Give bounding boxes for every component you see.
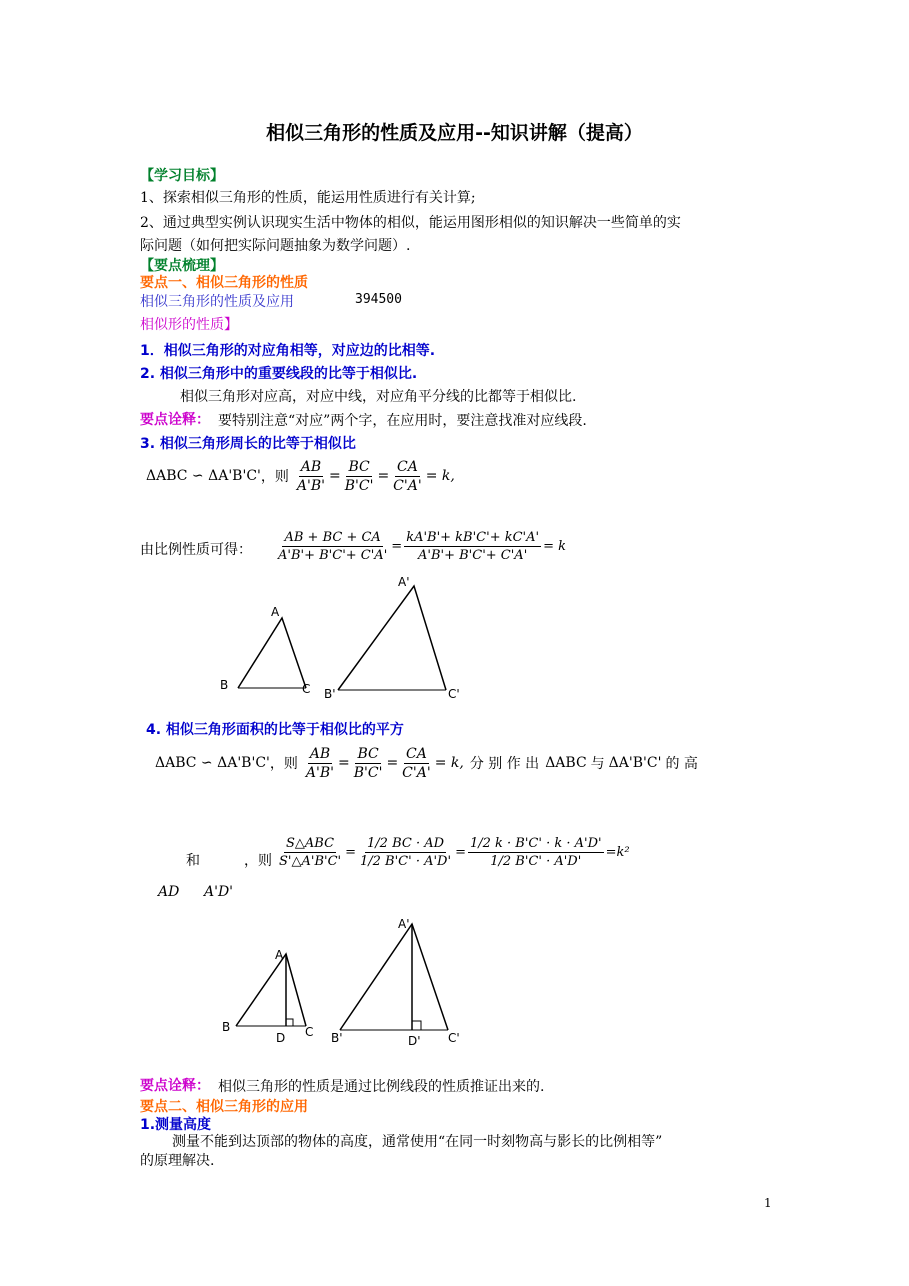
triangle-similarity: ΔABC ∽ ΔA'B'C' bbox=[146, 468, 261, 484]
vertex-c-prime: C' bbox=[448, 687, 460, 701]
fraction-ab-2: $\frac{AB}{A'B'}$ bbox=[305, 745, 334, 781]
vertex-d-prime-2: D' bbox=[408, 1034, 421, 1048]
point2-text-1: 测量不能到达顶部的物体的高度，通常使用“在同一时刻物高与影长的比例相等” bbox=[172, 1134, 663, 1150]
sub-link[interactable]: 相似形的性质】 bbox=[140, 317, 238, 333]
vertex-b-prime-2: B' bbox=[331, 1031, 343, 1045]
property-4: 4. 相似三角形面积的比等于相似比的平方 bbox=[146, 722, 404, 738]
triangle-abc: ΔABC bbox=[545, 755, 587, 771]
ratio-k-2: = k, bbox=[434, 755, 464, 771]
fraction-bc-2: $\frac{BC}{B'C'}$ bbox=[353, 745, 383, 781]
vertex-a-2: A bbox=[275, 948, 284, 962]
goal-item-2: 2、通过典型实例认识现实生活中物体的相似，能运用图形相似的知识解决一些简单的实 bbox=[140, 215, 681, 231]
fraction-ca-2: $\frac{CA}{C'A'}$ bbox=[402, 745, 431, 781]
video-code: 394500 bbox=[355, 292, 402, 307]
point2-text-2: 的原理解决. bbox=[140, 1153, 215, 1169]
fraction-ab: $\frac{AB}{A'B'}$ bbox=[296, 458, 325, 494]
tail-text-3: 的 高 bbox=[665, 756, 698, 772]
small-triangle-altitude bbox=[222, 948, 313, 1045]
fraction-area-step2: $\frac{1/2 k \cdot B'C' \cdot k \cdot A'D'}{1/2 B'C' \cdot A'D'}$ bbox=[469, 835, 602, 869]
small-triangle bbox=[220, 605, 310, 696]
tail-text-2: 与 bbox=[590, 756, 605, 772]
vertex-a: A bbox=[271, 605, 280, 619]
property-3: 3. 相似三角形周长的比等于相似比 bbox=[140, 436, 356, 452]
ratio-k: = k, bbox=[425, 468, 455, 484]
similar-triangles-figure bbox=[210, 572, 480, 702]
fraction-bc: $\frac{BC}{B'C'}$ bbox=[344, 458, 374, 494]
area-result: =k² bbox=[605, 844, 630, 860]
page-title: 相似三角形的性质及应用--知识讲解（提高） bbox=[266, 122, 643, 144]
point2-heading: 要点二、相似三角形的应用 bbox=[140, 1099, 308, 1115]
goal-item-3: 际问题（如何把实际问题抽象为数学问题）. bbox=[140, 238, 411, 254]
altitude-triangles-figure bbox=[210, 912, 480, 1052]
point2-sub: 1.测量高度 bbox=[140, 1117, 212, 1133]
note2-text: 相似三角形的性质是通过比例线段的性质推证出来的. bbox=[218, 1079, 545, 1095]
review-heading: 【要点梳理】 bbox=[140, 258, 224, 274]
triangle-similarity-2: ΔABC ∽ ΔA'B'C' bbox=[155, 755, 270, 771]
area-intro-formula: ΔABC ∽ ΔA'B'C' ，则 $\frac{AB}{A'B'}$ = $\frac{BC}{B'C'}$ = $\frac{CA}{C'A'}$ = k, 分 别 作 出 ΔABC 与 ΔA'B'C' 的 高 bbox=[155, 745, 698, 781]
point1-heading: 要点一、相似三角形的性质 bbox=[140, 275, 308, 291]
property-1: 1．相似三角形的对应角相等，对应边的比相等. bbox=[140, 343, 436, 359]
property-2-text: 相似三角形对应高，对应中线，对应角平分线的比都等于相似比. bbox=[180, 389, 577, 405]
vertex-b-2: B bbox=[222, 1020, 231, 1034]
property-2: 2. 相似三角形中的重要线段的比等于相似比. bbox=[140, 366, 418, 382]
then-word-3: ，则 bbox=[244, 853, 272, 869]
fraction-sum: $\frac{AB + BC + CA}{A'B'+ B'C'+ C'A'}$ bbox=[278, 529, 388, 563]
then-word-2: ，则 bbox=[269, 756, 298, 772]
tail-text-1: 分 别 作 出 bbox=[469, 756, 540, 772]
area-formula: $\frac{\text{S△ABC}}{S'\triangle A'B'C'}$ = $\frac{1/2 BC \cdot AD}{1/2 B'C' \cdot A'D'}$ = $\frac{1/2 k \cdot B'C' \cdot k \cdot A'D'}{1/2 B'C' \cdot A'D'}$ =k² bbox=[279, 835, 630, 869]
fraction-area-step1: $\frac{1/2 BC \cdot AD}{1/2 B'C' \cdot A'D'}$ bbox=[360, 835, 452, 869]
goal-item-1: 1、探索相似三角形的性质，能运用性质进行有关计算; bbox=[140, 190, 476, 206]
height-ad-prime: A'D' bbox=[204, 884, 234, 900]
page-number: 1 bbox=[764, 1196, 772, 1210]
ratio-result: = k bbox=[543, 538, 566, 554]
fraction-ksum: $\frac{kA'B'+ kB'C'+ kC'A'}{A'B'+ B'C'+ C'A'}$ bbox=[406, 529, 540, 563]
vertex-d-2: D bbox=[276, 1031, 286, 1045]
vertex-a-prime-2: A' bbox=[398, 917, 410, 931]
vertex-b: B bbox=[220, 678, 229, 692]
large-triangle bbox=[324, 575, 460, 701]
note2-label: 要点诠释： bbox=[140, 1078, 210, 1094]
vertex-c-prime-2: C' bbox=[448, 1031, 460, 1045]
triangle-abc-prime: ΔA'B'C' bbox=[608, 755, 662, 771]
note-text: 要特别注意“对应”两个字，在应用时，要注意找准对应线段. bbox=[218, 413, 587, 429]
goals-heading: 【学习目标】 bbox=[140, 168, 224, 184]
video-link[interactable]: 相似三角形的性质及应用 bbox=[140, 294, 294, 310]
perimeter-formula: ΔABC ∽ ΔA'B'C' ，则 $\frac{AB}{A'B'}$ = $\frac{BC}{B'C'}$ = $\frac{CA}{C'A'}$ = k, bbox=[146, 458, 455, 494]
ratio-label: 由比例性质可得： bbox=[140, 542, 252, 558]
vertex-b-prime: B' bbox=[324, 687, 336, 701]
then-word: ，则 bbox=[260, 469, 289, 485]
vertex-c: C bbox=[302, 682, 311, 696]
vertex-a-prime: A' bbox=[398, 575, 410, 589]
and-word: 和 bbox=[186, 853, 200, 869]
vertex-c-2: C bbox=[305, 1025, 314, 1039]
large-triangle-altitude bbox=[331, 917, 460, 1048]
fraction-ca: $\frac{CA}{C'A'}$ bbox=[393, 458, 422, 494]
height-ad: AD bbox=[158, 884, 180, 900]
proportion-formula: $\frac{AB + BC + CA}{A'B'+ B'C'+ C'A'}$ = $\frac{kA'B'+ kB'C'+ kC'A'}{A'B'+ B'C'+ C'A'}$ = k bbox=[278, 529, 566, 563]
fraction-area: $\frac{\text{S△ABC}}{S'\triangle A'B'C'}$ bbox=[279, 835, 342, 869]
note-label: 要点诠释： bbox=[140, 412, 210, 428]
